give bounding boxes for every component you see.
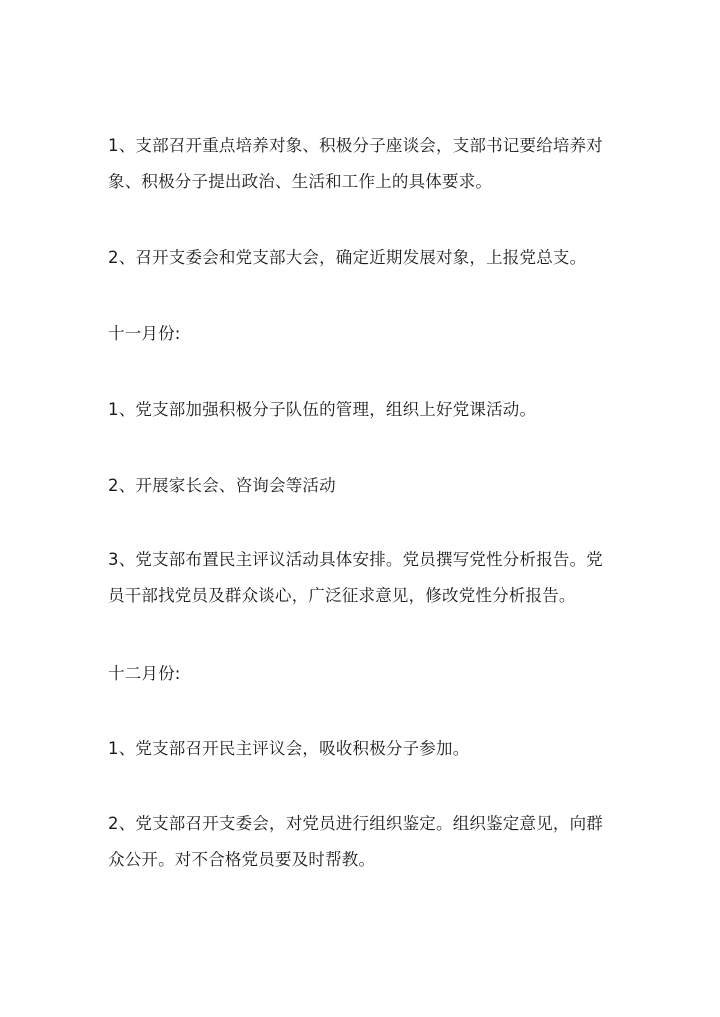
paragraph-committee-meeting: 2、召开支委会和党支部大会，确定近期发展对象，上报党总支。 [108, 248, 587, 267]
heading-november: 十一月份: [108, 324, 181, 343]
paragraph-nov-item-3: 3、党支部布置民主评议活动具体安排。党员撰写党性分析报告。党员干部找党员及群众谈心，广泛征求意见，修改党性分析报告。 [108, 550, 603, 605]
heading-december: 十二月份: [108, 664, 181, 683]
paragraph-branch-symposium: 1、支部召开重点培养对象、积极分子座谈会，支部书记要给培养对象、积极分子提出政治、生活和工作上的具体要求。 [108, 136, 603, 191]
paragraph-dec-item-2: 2、党支部召开支委会，对党员进行组织鉴定。组织鉴定意见，向群众公开。对不合格党员要及时帮教。 [108, 814, 603, 869]
paragraph-dec-item-1: 1、党支部召开民主评议会，吸收积极分子参加。 [108, 739, 470, 758]
paragraph-nov-item-1: 1、党支部加强积极分子队伍的管理，组织上好党课活动。 [108, 400, 537, 419]
paragraph-nov-item-2: 2、开展家长会、咨询会等活动 [108, 476, 336, 495]
